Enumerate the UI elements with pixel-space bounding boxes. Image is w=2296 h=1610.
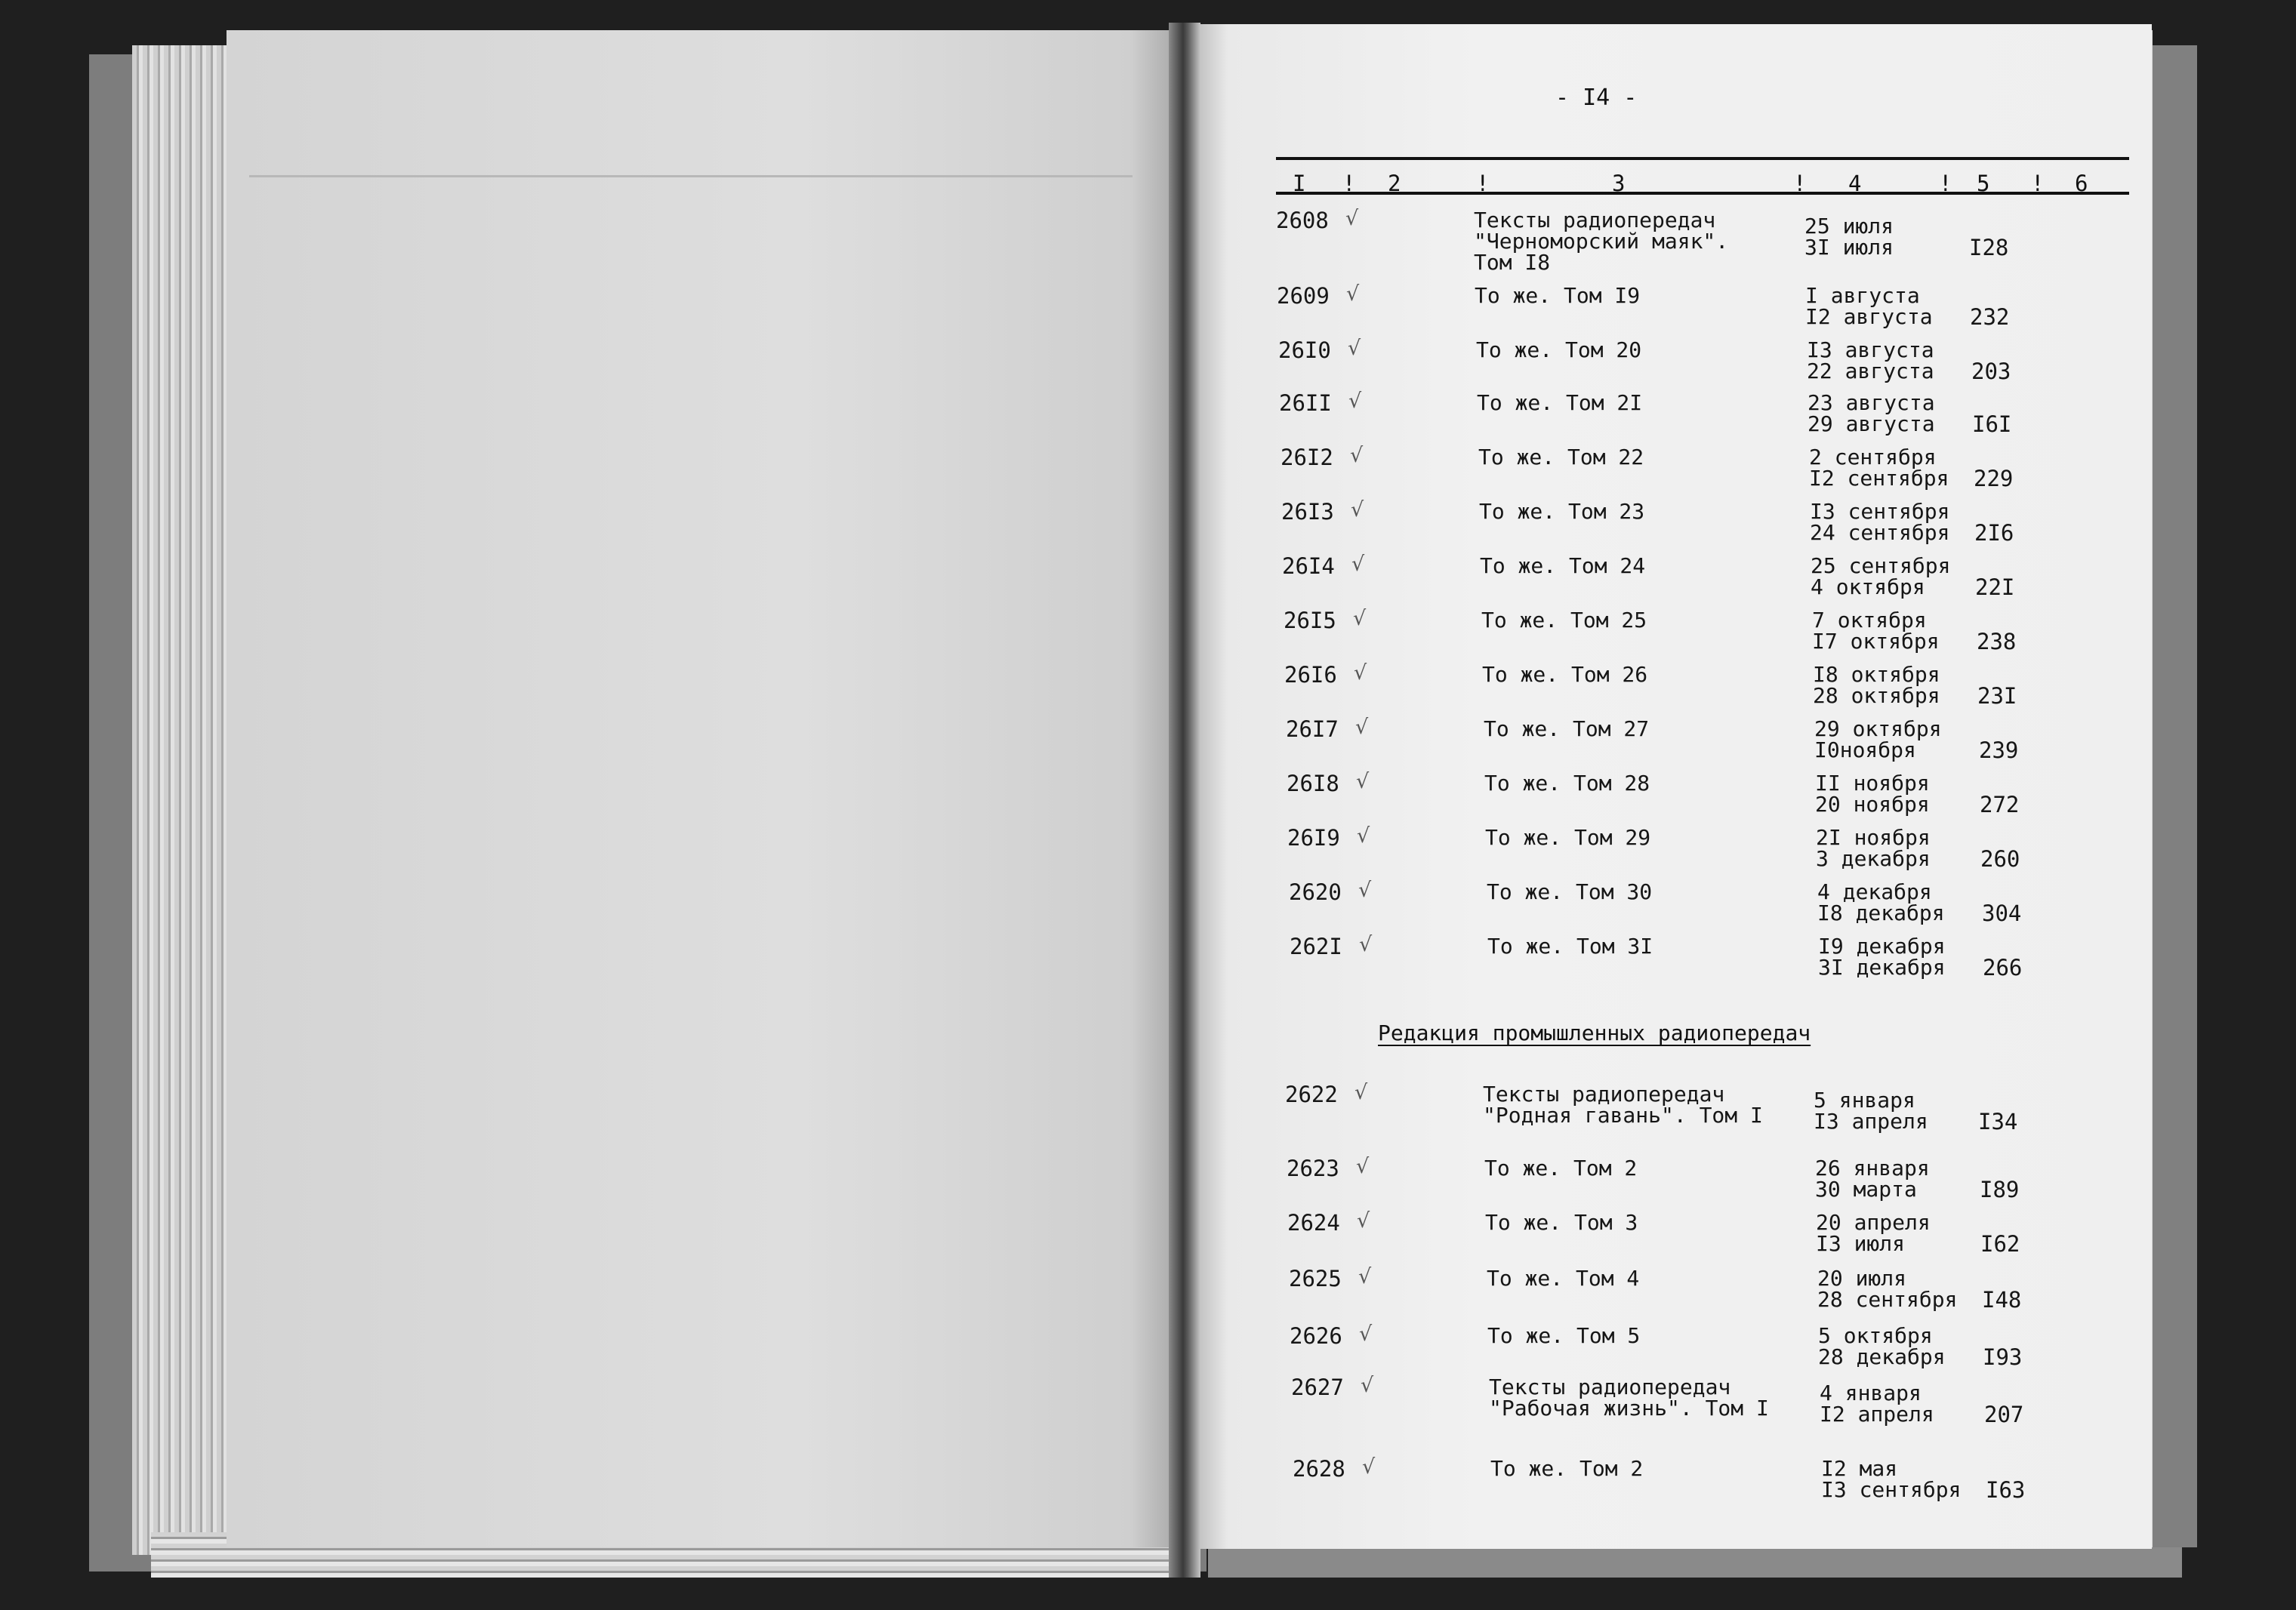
row-b-date-range: I2 апреля xyxy=(1820,1402,1934,1427)
row-sheet-count: 238 xyxy=(1977,629,2017,654)
header-col-6: 6 xyxy=(2075,171,2088,196)
header-col-I: I xyxy=(1293,171,1306,196)
row-b-date-range: 5 января xyxy=(1814,1088,1915,1113)
row-b-description: То же. Том 3 xyxy=(1485,1210,1638,1235)
row-date-range: I3 сентября xyxy=(1810,499,1950,524)
row-date-range: 22 августа xyxy=(1807,359,1934,383)
row-b-check-mark-icon: √ xyxy=(1362,1455,1376,1479)
row-description: То же. Том 27 xyxy=(1484,716,1650,741)
row-date-range: 23 августа xyxy=(1808,390,1935,415)
row-b-item-number: 2624 xyxy=(1287,1210,1340,1236)
row-sheet-count: 239 xyxy=(1979,737,2019,763)
row-description: То же. Том 25 xyxy=(1481,608,1647,633)
row-date-range: 2 сентября xyxy=(1809,445,1937,469)
row-description: То же. Том 29 xyxy=(1485,825,1651,850)
row-date-range: 24 сентября xyxy=(1810,520,1950,545)
row-b-check-mark-icon: √ xyxy=(1358,1265,1372,1288)
row-date-range: 20 ноября xyxy=(1815,792,1930,817)
row-sheet-count: 203 xyxy=(1971,359,2011,384)
row-item-number: 26I4 xyxy=(1282,553,1335,579)
header-separator: ! xyxy=(1476,171,1490,196)
row-check-mark-icon: √ xyxy=(1357,824,1370,848)
row-b-item-number: 2623 xyxy=(1287,1156,1339,1181)
row-sheet-count: 232 xyxy=(1970,304,2010,330)
row-check-mark-icon: √ xyxy=(1354,661,1367,685)
row-b-date-range: 28 декабря xyxy=(1818,1344,1946,1369)
row-check-mark-icon: √ xyxy=(1351,498,1364,522)
row-description: То же. Том 20 xyxy=(1476,337,1642,362)
row-date-range: I8 декабря xyxy=(1817,900,1945,925)
row-sheet-count: 260 xyxy=(1980,846,2020,872)
row-description: То же. Том 28 xyxy=(1484,771,1650,796)
page-edges-left xyxy=(132,45,238,1555)
row-b-item-number: 2628 xyxy=(1293,1456,1345,1482)
row-description: То же. Том 22 xyxy=(1478,445,1644,469)
row-b-check-mark-icon: √ xyxy=(1354,1081,1368,1104)
row-date-range: 7 октября xyxy=(1812,608,1927,633)
row-b-description: То же. Том 2 xyxy=(1490,1456,1644,1481)
row-description: То же. Том 3I xyxy=(1487,934,1653,959)
row-b-sheet-count: I63 xyxy=(1986,1477,2026,1503)
row-date-range: I9 декабря xyxy=(1818,934,1946,959)
row-b-check-mark-icon: √ xyxy=(1361,1374,1374,1397)
row-item-number: 2609 xyxy=(1277,283,1330,309)
book-spine xyxy=(1169,23,1200,1578)
header-col-3: 3 xyxy=(1612,171,1626,196)
row-item-number: 26I5 xyxy=(1284,608,1336,633)
row-b-description: "Родная гавань". Том I xyxy=(1483,1103,1763,1128)
header-col-5: 5 xyxy=(1977,171,1990,196)
section-title: Редакция промышленных радиопередач xyxy=(1378,1020,1811,1045)
row-b-date-range: 26 января xyxy=(1815,1156,1930,1181)
row-date-range: I8 октября xyxy=(1813,662,1940,687)
row-check-mark-icon: √ xyxy=(1355,716,1369,739)
row-item-number: 26I7 xyxy=(1286,716,1339,742)
row-item-number: 26I2 xyxy=(1281,445,1333,470)
header-separator: ! xyxy=(2031,171,2045,196)
row-check-mark-icon: √ xyxy=(1350,444,1364,467)
row-item-number: 26I6 xyxy=(1284,662,1337,688)
header-separator: ! xyxy=(1793,171,1807,196)
row-description: То же. Том I9 xyxy=(1475,283,1641,308)
row-description: "Черноморский маяк". xyxy=(1474,229,1729,254)
header-col-2: 2 xyxy=(1388,171,1401,196)
row-b-date-range: 30 марта xyxy=(1815,1177,1917,1202)
header-separator: ! xyxy=(1939,171,1952,196)
header-rule-top xyxy=(1276,157,2129,160)
row-description: То же. Том 2I xyxy=(1477,390,1643,415)
row-b-item-number: 2622 xyxy=(1285,1082,1338,1107)
header-rule-bottom xyxy=(1276,192,2129,195)
row-check-mark-icon: √ xyxy=(1353,607,1367,630)
row-description: То же. Том 23 xyxy=(1479,499,1645,524)
row-b-item-number: 2626 xyxy=(1290,1323,1342,1349)
row-sheet-count: 304 xyxy=(1982,900,2022,926)
row-b-sheet-count: I34 xyxy=(1978,1109,2018,1134)
row-date-range: I3 августа xyxy=(1807,337,1934,362)
row-check-mark-icon: √ xyxy=(1351,553,1365,576)
row-check-mark-icon: √ xyxy=(1356,770,1370,793)
row-check-mark-icon: √ xyxy=(1358,879,1372,902)
left-page xyxy=(227,30,1178,1547)
row-b-description: То же. Том 4 xyxy=(1487,1266,1640,1291)
row-b-description: Тексты радиопередач xyxy=(1489,1375,1731,1399)
row-b-date-range: I3 сентября xyxy=(1821,1477,1962,1502)
row-b-item-number: 2625 xyxy=(1289,1266,1342,1291)
row-date-range: 25 июля xyxy=(1804,214,1894,239)
row-check-mark-icon: √ xyxy=(1346,282,1360,306)
row-b-sheet-count: I62 xyxy=(1980,1231,2020,1257)
row-b-date-range: 20 июля xyxy=(1817,1266,1907,1291)
row-date-range: 3I декабря xyxy=(1818,955,1946,980)
row-sheet-count: I6I xyxy=(1972,411,2012,437)
row-b-sheet-count: 207 xyxy=(1984,1402,2024,1427)
header-col-4: 4 xyxy=(1848,171,1862,196)
row-date-range: 25 сентября xyxy=(1811,553,1951,578)
row-sheet-count: 23I xyxy=(1977,683,2017,709)
row-check-mark-icon: √ xyxy=(1348,389,1362,413)
row-sheet-count: I28 xyxy=(1969,235,2009,260)
row-sheet-count: 2I6 xyxy=(1974,520,2014,546)
row-sheet-count: 266 xyxy=(1983,955,2023,980)
row-description: То же. Том 30 xyxy=(1487,879,1653,904)
row-check-mark-icon: √ xyxy=(1345,207,1359,230)
row-check-mark-icon: √ xyxy=(1359,933,1373,956)
row-b-date-range: 28 сентября xyxy=(1817,1287,1958,1312)
row-b-check-mark-icon: √ xyxy=(1359,1322,1373,1346)
row-sheet-count: 22I xyxy=(1975,574,2015,600)
page-number: - I4 - xyxy=(1555,85,1638,111)
row-b-sheet-count: I89 xyxy=(1980,1177,2020,1202)
row-b-date-range: I3 апреля xyxy=(1814,1109,1928,1134)
row-date-range: II ноября xyxy=(1815,771,1930,796)
row-sheet-count: 229 xyxy=(1974,466,2014,491)
row-b-sheet-count: I48 xyxy=(1982,1287,2022,1313)
row-date-range: 29 октября xyxy=(1814,716,1942,741)
row-check-mark-icon: √ xyxy=(1348,337,1361,360)
left-page-ghost-rule xyxy=(249,175,1133,177)
book-cover-right xyxy=(2152,45,2197,1547)
row-item-number: 2608 xyxy=(1276,208,1329,233)
row-b-description: "Рабочая жизнь". Том I xyxy=(1489,1396,1769,1421)
row-b-date-range: I2 мая xyxy=(1821,1456,1898,1481)
book-cover-bottom xyxy=(1208,1547,2182,1578)
row-b-description: То же. Том 5 xyxy=(1487,1323,1641,1348)
row-b-date-range: 4 января xyxy=(1820,1381,1922,1405)
row-b-description: То же. Том 2 xyxy=(1484,1156,1638,1181)
row-date-range: 2I ноября xyxy=(1816,825,1931,850)
row-date-range: 29 августа xyxy=(1808,411,1935,436)
row-b-description: Тексты радиопередач xyxy=(1483,1082,1725,1107)
row-item-number: 26I8 xyxy=(1287,771,1339,796)
row-date-range: I августа xyxy=(1805,283,1920,308)
row-description: То же. Том 24 xyxy=(1480,553,1646,578)
row-item-number: 26I9 xyxy=(1287,825,1340,851)
row-date-range: I2 августа xyxy=(1805,304,1933,329)
row-description: То же. Том 26 xyxy=(1482,662,1648,687)
row-b-check-mark-icon: √ xyxy=(1356,1155,1370,1178)
row-item-number: 26I0 xyxy=(1278,337,1331,363)
row-b-item-number: 2627 xyxy=(1291,1375,1344,1400)
row-description: Тексты радиопередач xyxy=(1474,208,1716,232)
row-date-range: 4 октября xyxy=(1811,574,1925,599)
row-sheet-count: 272 xyxy=(1980,792,2020,817)
row-item-number: 26II xyxy=(1279,390,1332,416)
row-date-range: 3I июля xyxy=(1804,235,1894,260)
header-separator: ! xyxy=(1342,171,1356,196)
row-date-range: 3 декабря xyxy=(1816,846,1931,871)
row-item-number: 2620 xyxy=(1289,879,1342,905)
row-b-date-range: I3 июля xyxy=(1816,1231,1906,1256)
row-description: Том I8 xyxy=(1474,250,1551,275)
row-date-range: I2 сентября xyxy=(1809,466,1949,491)
row-date-range: I7 октября xyxy=(1812,629,1940,654)
row-item-number: 26I3 xyxy=(1281,499,1334,525)
row-b-check-mark-icon: √ xyxy=(1357,1209,1370,1233)
row-item-number: 262I xyxy=(1290,934,1342,959)
row-b-date-range: 20 апреля xyxy=(1816,1210,1931,1235)
row-date-range: I0ноября xyxy=(1814,737,1916,762)
row-date-range: 4 декабря xyxy=(1817,879,1932,904)
row-b-date-range: 5 октября xyxy=(1818,1323,1933,1348)
row-b-sheet-count: I93 xyxy=(1983,1344,2023,1370)
row-date-range: 28 октября xyxy=(1813,683,1940,708)
